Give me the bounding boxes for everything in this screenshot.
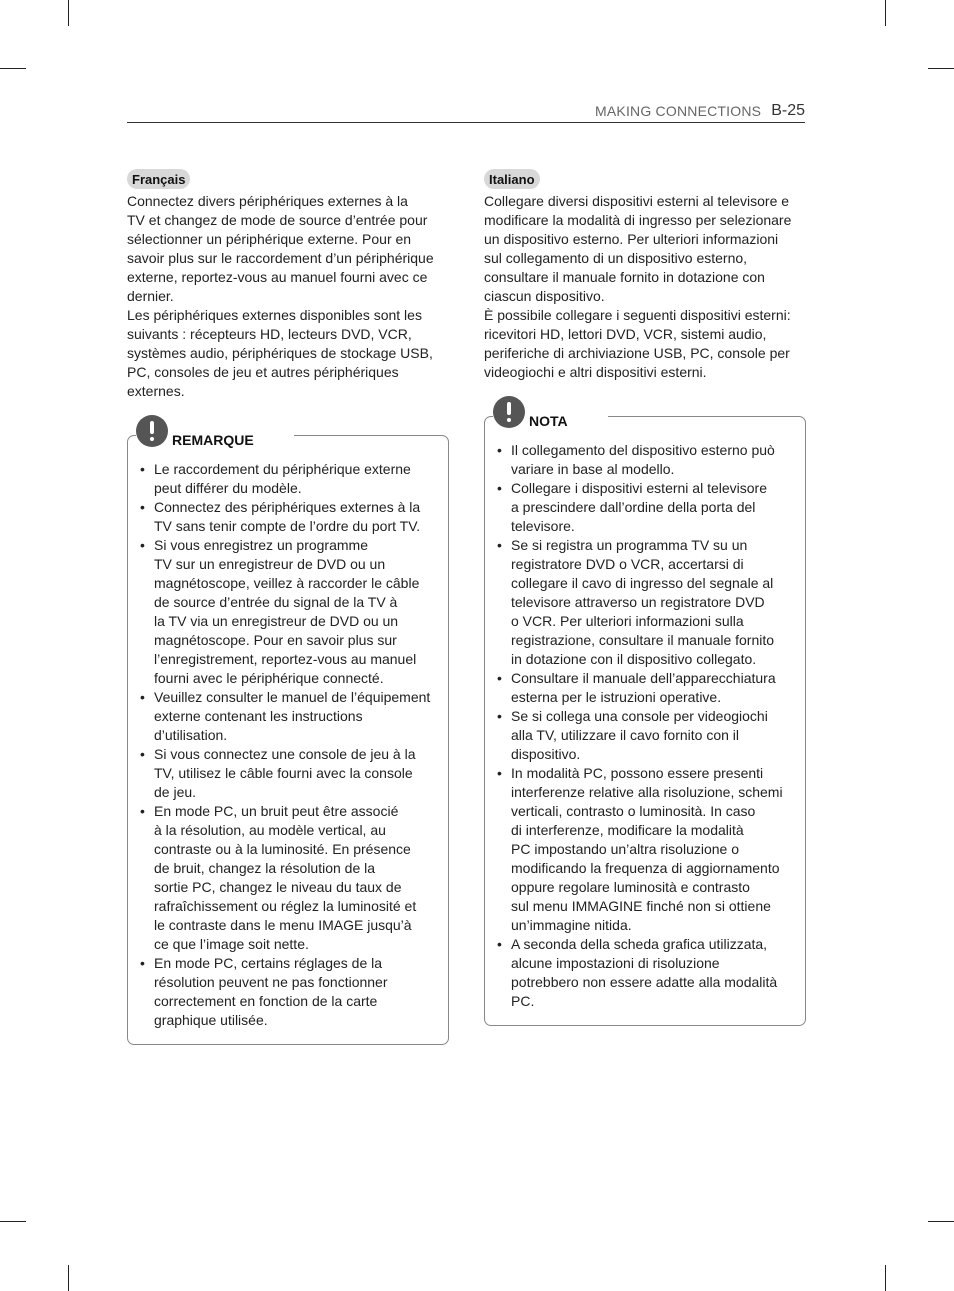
list-item: • Si vous connectez une console de jeu à la TV, utilisez le câble fourni avec la console de jeu. [140, 745, 436, 802]
crop-mark [0, 1221, 26, 1222]
note-list [497, 441, 793, 1011]
list-item: • In modalità PC, possono essere presenti interferenze relative alla risoluzione, schemi verticali, contrasto o luminosità. In caso di interferenze, modificare la modalità PC impostando un’altra risoluzione o modificando la frequenza di aggiornamento oppure regolare luminosità e contrasto sul menu IMMAGINE finché non si ottiene un’immagine nitida. [497, 764, 793, 935]
crop-mark [0, 68, 26, 69]
devices-paragraph: Les périphériques externes disponibles sont les suivants : récepteurs HD, lecteurs DVD, VCR, systèmes audio, périphériques de stockage USB, PC, consoles de jeu et autres périphériques externes. [127, 307, 433, 399]
list-item: • A seconda della scheda grafica utilizzata, alcune impostazioni di risoluzione potrebbero non essere adatte alla modalità PC. [497, 935, 793, 1011]
list-item: • Il collegamento del dispositivo esterno può variare in base al modello. [497, 441, 793, 479]
note-list [140, 460, 436, 1030]
note-title: NOTA [529, 413, 568, 429]
list-item: • En mode PC, certains réglages de la résolution peuvent ne pas fonctionner correctement en fonction de la carte graphique utilisée. [140, 954, 436, 1030]
section-title: MAKING CONNECTIONS [595, 102, 762, 119]
list-item: • Se si collega una console per videogiochi alla TV, utilizzare il cavo fornito con il dispositivo. [497, 707, 793, 764]
crop-mark [928, 1221, 954, 1222]
page-number: B-25 [771, 101, 805, 119]
list-item: • Connectez des périphériques externes à la TV sans tenir compte de l’ordre du port TV. [140, 498, 436, 536]
exclamation-icon [493, 396, 525, 428]
list-item: • Collegare i dispositivi esterni al televisore a prescindere dall’ordine della porta del televisore. [497, 479, 793, 536]
crop-mark [68, 1265, 69, 1291]
note-header [493, 394, 608, 428]
list-item: • Si vous enregistrez un programme TV sur un enregistreur de DVD ou un magnétoscope, veillez à raccorder le câble de source d’entrée du signal de la TV à la TV via un enregistreur de DVD ou un magnétoscope. Pour en savoir plus sur l’enregistrement, reportez-vous au manuel fourni avec le périphérique connecté. [140, 536, 436, 688]
note-header [136, 413, 294, 447]
list-item: • Consultare il manuale dell’apparecchiatura esterna per le istruzioni operative. [497, 669, 793, 707]
devices-paragraph: È possibile collegare i seguenti dispositivi esterni: ricevitori HD, lettori DVD, VCR, sistemi audio, periferiche di archiviazione USB, PC, console per videogiochi e altri dispositivi esterni. [484, 307, 791, 380]
language-badge: Italiano [484, 169, 540, 189]
crop-mark [68, 0, 69, 26]
list-item: • Le raccordement du périphérique externe peut différer du modèle. [140, 460, 436, 498]
crop-mark [885, 0, 886, 26]
list-item: • Veuillez consulter le manuel de l’équipement externe contenant les instructions d’utilisation. [140, 688, 436, 745]
intro-paragraph: Connectez divers périphériques externes à la TV et changez de mode de source d’entrée pour sélectionner un périphérique externe. Pour en savoir plus sur le raccordement d’un périphérique externe, reportez-vous au manuel fourni avec ce dernier. [127, 193, 434, 304]
crop-mark [885, 1265, 886, 1291]
note-box [127, 432, 449, 1045]
column-italian [484, 169, 806, 1026]
note-title: REMARQUE [172, 432, 254, 448]
page-header [127, 99, 805, 123]
crop-mark [928, 68, 954, 69]
language-badge: Français [127, 169, 190, 189]
note-box [484, 413, 806, 1026]
list-item: • En mode PC, un bruit peut être associé à la résolution, au modèle vertical, au contraste ou à la luminosité. En présence de bruit, changez la résolution de la sortie PC, changez le niveau du taux de rafraîchissement ou réglez la luminosité et le contraste dans le menu IMAGE jusqu’à ce que l’image soit nette. [140, 802, 436, 954]
intro-paragraph: Collegare diversi dispositivi esterni al televisore e modificare la modalità di ingresso per selezionare un dispositivo esterno. Per ulteriori informazioni sul collegamento di un dispositivo esterno, consultare il manuale fornito in dotazione con ciascun dispositivo. [484, 193, 792, 304]
list-item: • Se si registra un programma TV su un registratore DVD o VCR, accertarsi di collegare il cavo di ingresso del segnale al televisore attraverso un registratore DVD o VCR. Per ulteriori informazioni sulla registrazione, consultare il manuale fornito in dotazione con il dispositivo collegato. [497, 536, 793, 669]
column-french [127, 169, 449, 1045]
exclamation-icon [136, 415, 168, 447]
